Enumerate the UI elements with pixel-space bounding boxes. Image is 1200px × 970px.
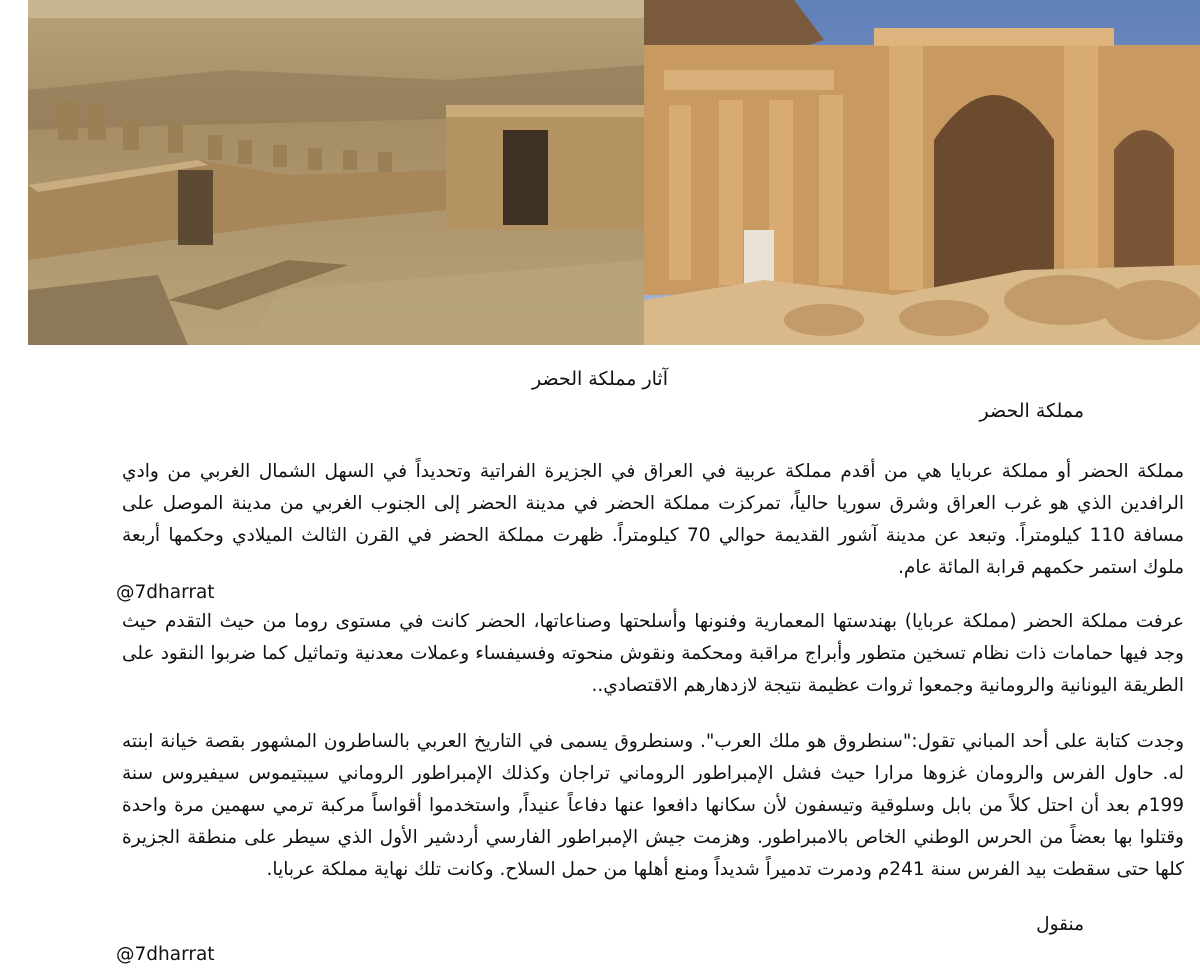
twitter-handle-footer: @7dharrat	[116, 944, 215, 965]
header-photos	[28, 0, 1200, 345]
paragraph-achievements: عرفت مملكة الحضر (مملكة عربايا) بهندستها المعمارية وفنونها وأسلحتها وصناعاتها، الحضر كانت في مستوى روما من حيث التقدم حيث وجد فيها حمامات ذات نظام تسخين متطور وأبراج مراقبة ومحكمة ونقوش منحوته وفسيفساء وعملات معدنية وتماثيل كما ضربوا النقود على الطريقة اليونانية والرومانية وجمعوا ثروات عظيمة نتيجة لازدهارهم الاقتصادي..	[122, 611, 1184, 696]
paragraph-history: وجدت كتابة على أحد المباني تقول:"سنطروق هو ملك العرب". وسنطروق يسمى في التاريخ العربي بالساطرون المشهور بقصة خيانة ابنته له. حاول الفرس والرومان غزوها مرارا حيث فشل الإمبراطور الروماني تراجان وكذلك الإمبراطور الروماني سيبتيموس سيفيروس سنة 199م بعد أن احتل كلاً من بابل وسلوقية وتيسفون لأن سكانها دافعوا عنها دفاعاً عنيداً, واستخدموا أقواساً مركبة ترمي سهمين مرة واحدة وقتلوا بها بعضاً من الحرس الوطني الخاص بالامبراطور. وهزمت جيش الإمبراطور الفارسي أردشير الأول الذي سيطر على منطقة الجزيرة كلها حتى سقطت بيد الفرس سنة 241م ودمرت تدميراً شديداً ومنع أهلها من حمل السلاح. وكانت تلك نهاية مملكة عربايا.	[122, 731, 1184, 880]
twitter-handle: @7dharrat	[116, 582, 215, 603]
photo-caption: آثار مملكة الحضر	[531, 368, 669, 390]
temple-columns-photo	[644, 0, 1200, 345]
paragraph-intro: مملكة الحضر أو مملكة عربايا هي من أقدم مملكة عربية في العراق في الجزيرة الفراتية وتحديداً في السهل الشمال الغربي من وادي الرافدين الذي هو غرب العراق وشرق سوريا حالياً، تمركزت مملكة الحضر في مدينة الحضر إلى الجنوب الغربي من مدينة الموصل على مسافة 110 كيلومتراً. وتبعد عن مدينة آشور القديمة حوالي 70 كيلومتراً. ظهرت مملكة الحضر في القرن الثالث الميلادي وحكمها أربعة ملوك استمر حكمهم قرابة المائة عام.	[122, 461, 1184, 578]
aerial-ruins-image	[28, 0, 644, 345]
aerial-ruins-photo	[28, 0, 644, 345]
source-note: منقول	[1036, 914, 1084, 935]
temple-columns-image	[644, 0, 1200, 345]
article-subtitle: مملكة الحضر	[979, 400, 1084, 422]
